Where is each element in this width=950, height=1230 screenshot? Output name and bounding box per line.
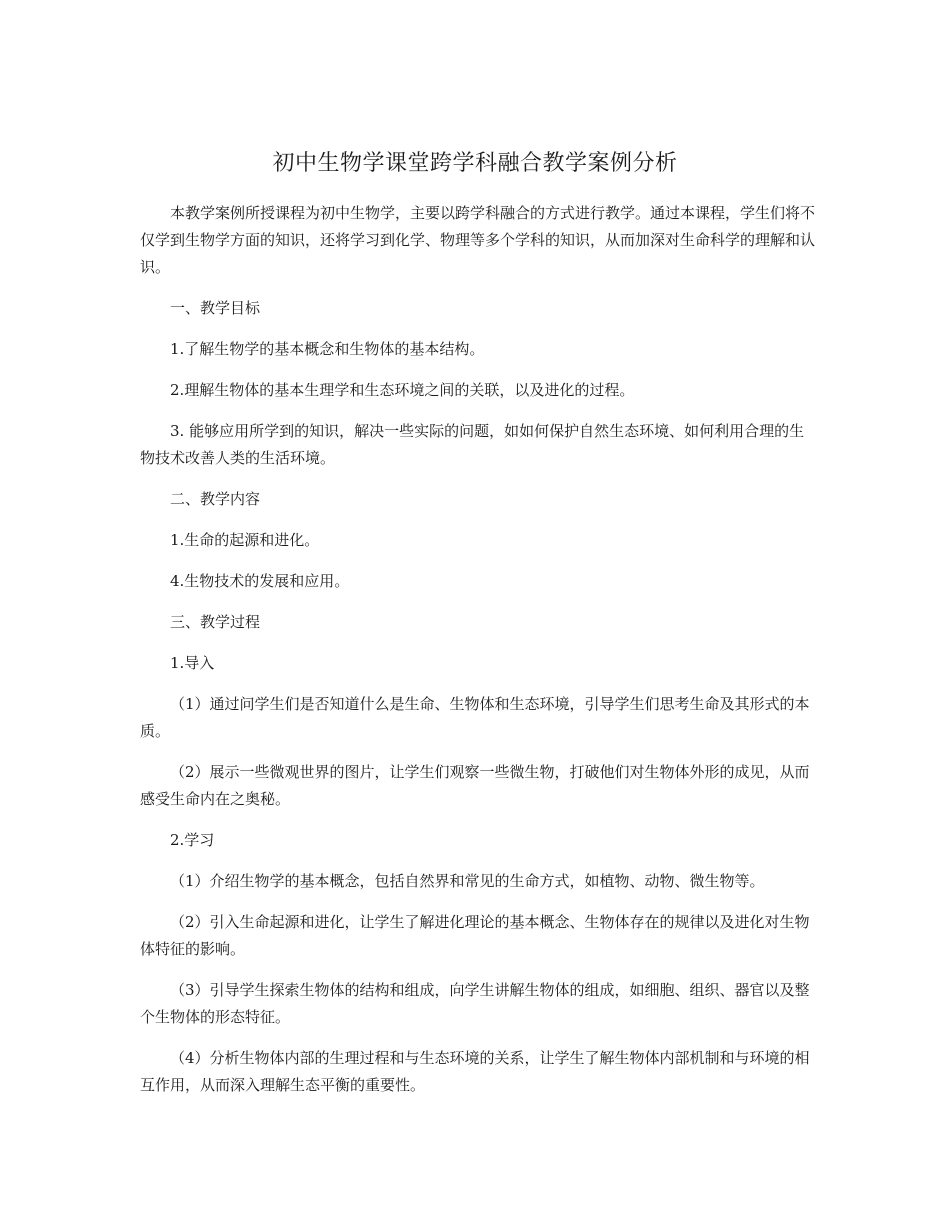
subsection-heading-intro: 1.导入 <box>170 654 215 672</box>
subsection-heading-study: 2.学习 <box>170 831 215 849</box>
process-item: （3）引导学生探索生物体的结构和组成，向学生讲解生物体的组成，如细胞、组织、器官以及整个生物体的形态特征。 <box>140 981 810 1026</box>
process-item: （2）展示一些微观世界的图片，让学生们观察一些微生物，打破他们对生物体外形的成见，从而感受生命内在之奥秘。 <box>140 763 810 808</box>
process-item: （2）引入生命起源和进化，让学生了解进化理论的基本概念、生物体存在的规律以及进化对生物体特征的影响。 <box>140 913 810 958</box>
section-heading-objectives: 一、教学目标 <box>170 299 261 317</box>
section-heading-process: 三、教学过程 <box>170 613 261 631</box>
section-heading-content: 二、教学内容 <box>170 490 261 508</box>
objective-item: 3. 能够应用所学到的知识，解决一些实际的问题，如如何保护自然生态环境、如何利用合理的生物技术改善人类的生活环境。 <box>140 422 805 467</box>
intro-paragraph: 本教学案例所授课程为初中生物学，主要以跨学科融合的方式进行教学。通过本课程，学生们将不仅学到生物学方面的知识，还将学习到化学、物理等多个学科的知识，从而加深对生命科学的理解和认识。 <box>140 204 816 276</box>
content-item: 4.生物技术的发展和应用。 <box>170 572 350 590</box>
document-body <box>140 200 816 1113</box>
document-title: 初中生物学课堂跨学科融合教学案例分析 <box>272 151 678 176</box>
process-item: （4）分析生物体内部的生理过程和与生态环境的关系，让学生了解生物体内部机制和与环境的相互作用，从而深入理解生态平衡的重要性。 <box>140 1049 810 1094</box>
process-item: （1）通过问学生们是否知道什么是生命、生物体和生态环境，引导学生们思考生命及其形式的本质。 <box>140 695 810 740</box>
objective-item: 2.理解生物体的基本生理学和生态环境之间的关联，以及进化的过程。 <box>170 381 635 399</box>
content-item: 1.生命的起源和进化。 <box>170 531 320 549</box>
objective-item: 1.了解生物学的基本概念和生物体的基本结构。 <box>170 340 485 358</box>
process-item: （1）介绍生物学的基本概念，包括自然界和常见的生命方式，如植物、动物、微生物等。 <box>170 872 765 890</box>
